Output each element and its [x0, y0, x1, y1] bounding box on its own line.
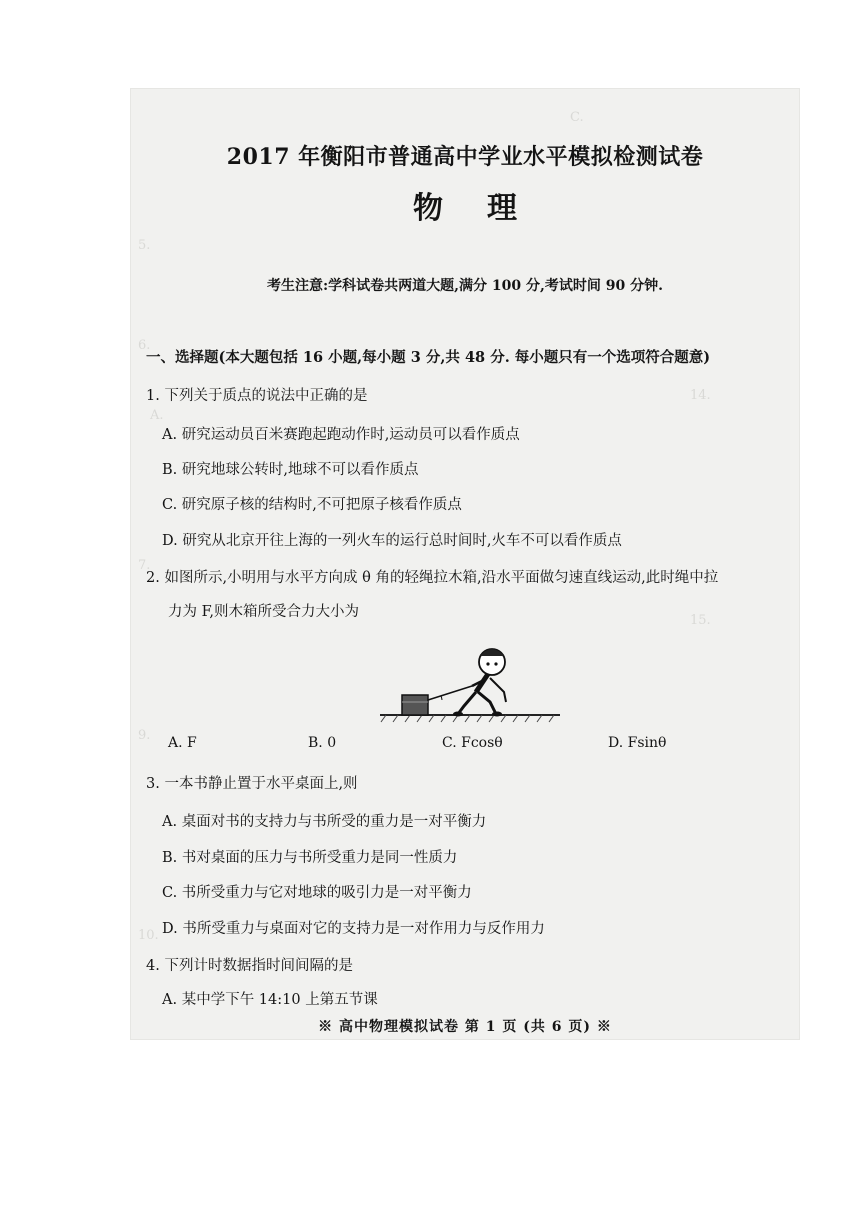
bleed-through-texture: A.	[150, 408, 164, 423]
question-3-option-c: C. 书所受重力与它对地球的吸引力是一对平衡力	[162, 885, 472, 901]
question-3-option-a: A. 桌面对书的支持力与书所受的重力是一对平衡力	[162, 814, 487, 830]
question-2-option-d: D. Fsinθ	[608, 735, 667, 751]
question-2-stem-line-1: 2. 如图所示,小明用与水平方向成 θ 角的轻绳拉木箱,沿水平面做匀速直线运动,此时绳中拉	[146, 570, 719, 586]
bleed-through-texture: 9.	[138, 728, 151, 743]
question-2-option-b: B. 0	[308, 735, 337, 751]
exam-notice: 考生注意:学科试卷共两道大题,满分 100 分,考试时间 90 分钟.	[267, 278, 663, 294]
bleed-through-texture: 10.	[138, 928, 159, 943]
question-3-option-b: B. 书对桌面的压力与书所受重力是同一性质力	[162, 850, 458, 866]
page-footer: ※ 高中物理模拟试卷 第 1 页 (共 6 页) ※	[318, 1019, 612, 1035]
question-4-option-a: A. 某中学下午 14:10 上第五节课	[162, 992, 378, 1008]
question-4-stem: 4. 下列计时数据指时间间隔的是	[146, 958, 353, 974]
question-3-stem: 3. 一本书静止置于水平桌面上,则	[146, 776, 358, 792]
bleed-through-texture: 6.	[138, 338, 151, 353]
question-2-option-a: A. F	[168, 735, 197, 751]
section-heading: 一、选择题(本大题包括 16 小题,每小题 3 分,共 48 分. 每小题只有一个选项符合题意)	[146, 349, 711, 366]
question-1-option-a: A. 研究运动员百米赛跑起跑动作时,运动员可以看作质点	[162, 427, 520, 443]
question-3-option-d: D. 书所受重力与桌面对它的支持力是一对作用力与反作用力	[162, 921, 545, 937]
exam-page	[130, 88, 800, 1040]
question-1-option-c: C. 研究原子核的结构时,不可把原子核看作质点	[162, 497, 462, 513]
bleed-through-texture: C.	[570, 110, 584, 125]
question-2-option-c: C. Fcosθ	[442, 735, 503, 751]
question-2-stem-line-2: 力为 F,则木箱所受合力大小为	[168, 604, 360, 620]
bleed-through-texture: 7.	[138, 558, 151, 573]
exam-title: 2017 年衡阳市普通高中学业水平模拟检测试卷	[226, 144, 704, 170]
bleed-through-texture: 14.	[690, 388, 711, 403]
bleed-through-texture: 15.	[690, 613, 711, 628]
question-1-option-b: B. 研究地球公转时,地球不可以看作质点	[162, 462, 419, 478]
bleed-through-texture: 5.	[138, 238, 151, 253]
boy-pulling-box-figure	[380, 640, 570, 730]
question-1-stem: 1. 下列关于质点的说法中正确的是	[146, 388, 368, 404]
exam-subject: 物理	[413, 191, 561, 226]
question-1-option-d: D. 研究从北京开往上海的一列火车的运行总时间时,火车不可以看作质点	[162, 533, 622, 549]
